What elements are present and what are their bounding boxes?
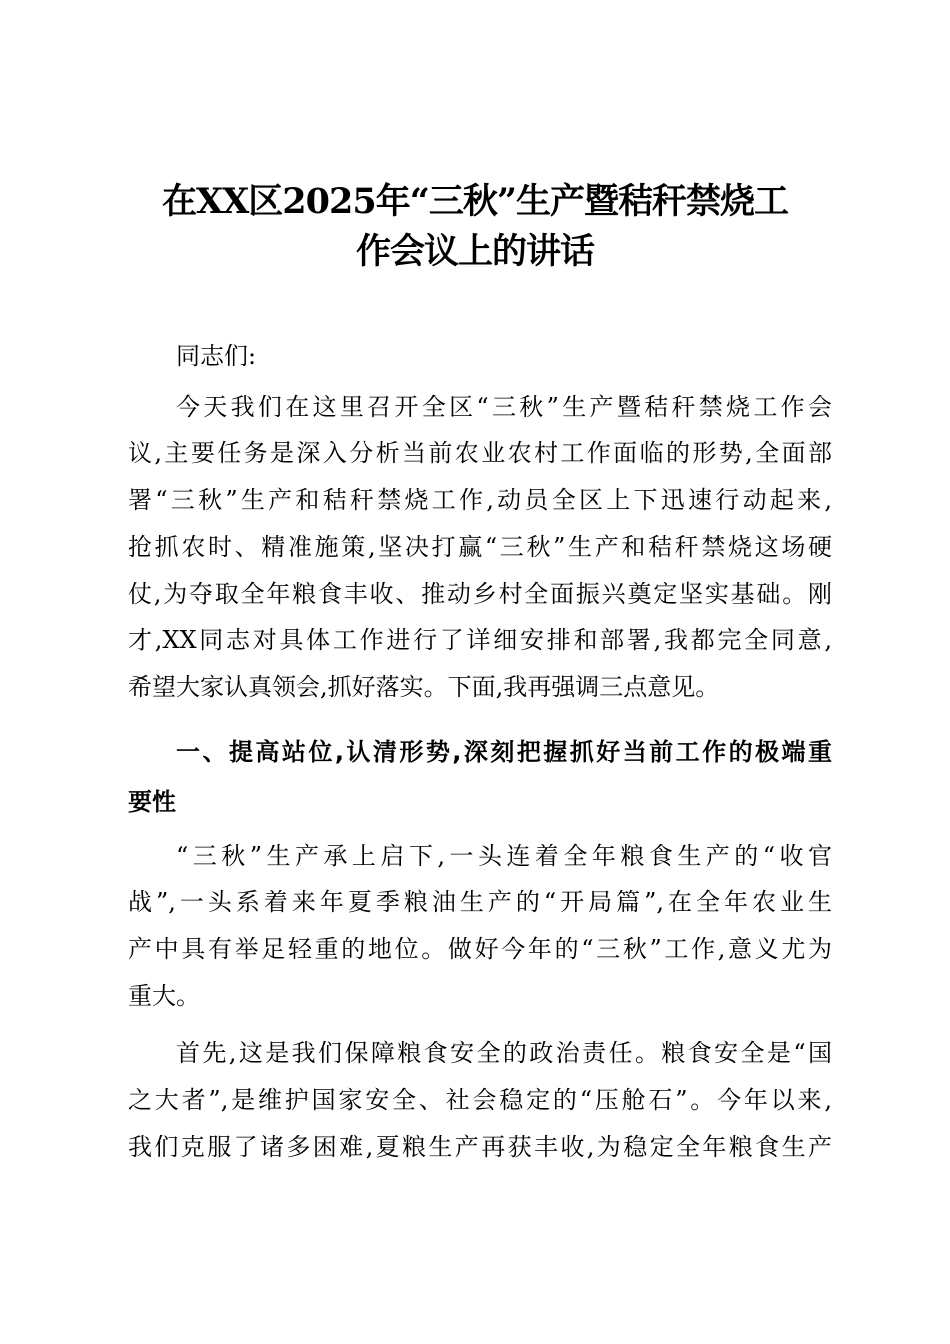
paragraph-line: 产中具有举足轻重的地位。做好今年的“三秋”工作,意义尤为 xyxy=(128,935,832,963)
paragraph-line: 希望大家认真领会,抓好落实。下面,我再强调三点意见。 xyxy=(128,673,720,701)
paragraph-line: 议,主要任务是深入分析当前农业农村工作面临的形势,全面部 xyxy=(128,439,832,467)
paragraph-line: 首先,这是我们保障粮食安全的政治责任。粮食安全是“国 xyxy=(176,1039,832,1067)
section-heading-line: 要性 xyxy=(128,788,176,816)
section-heading-line: 一、提高站位,认清形势,深刻把握抓好当前工作的极端重 xyxy=(176,738,832,766)
paragraph-line: “三秋”生产承上启下,一头连着全年粮食生产的“收官 xyxy=(176,842,832,870)
document-title-line-2: 作会议上的讲话 xyxy=(355,231,594,272)
paragraph-line: 之大者”,是维护国家安全、社会稳定的“压舱石”。今年以来, xyxy=(128,1086,832,1114)
document-title-line-1: 在XX区2025年“三秋”生产暨秸秆禁烧工 xyxy=(162,181,788,222)
paragraph-line: 今天我们在这里召开全区“三秋”生产暨秸秆禁烧工作会 xyxy=(176,393,832,421)
paragraph-line: 抢抓农时、精准施策,坚决打赢“三秋”生产和秸秆禁烧这场硬 xyxy=(128,533,832,561)
salutation: 同志们: xyxy=(176,342,257,370)
paragraph-line: 重大。 xyxy=(128,982,200,1010)
paragraph-line: 才,XX同志对具体工作进行了详细安排和部署,我都完全同意, xyxy=(128,626,832,654)
paragraph-line: 署“三秋”生产和秸秆禁烧工作,动员全区上下迅速行动起来, xyxy=(128,486,832,514)
paragraph-line: 仗,为夺取全年粮食丰收、推动乡村全面振兴奠定坚实基础。刚 xyxy=(128,580,832,608)
paragraph-line: 我们克服了诸多困难,夏粮生产再获丰收,为稳定全年粮食生产 xyxy=(128,1133,832,1161)
paragraph-line: 战”,一头系着来年夏季粮油生产的“开局篇”,在全年农业生 xyxy=(128,888,832,916)
